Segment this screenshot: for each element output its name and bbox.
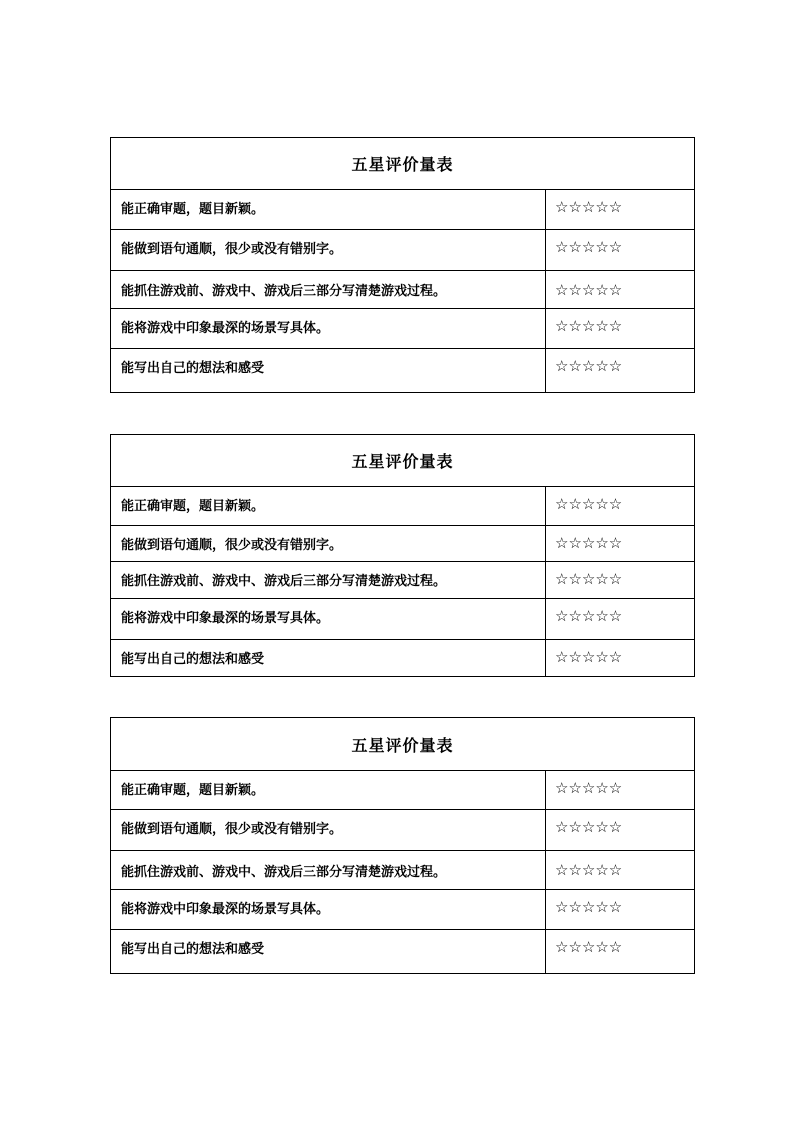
table-row — [111, 526, 695, 562]
star-rating-cell: ☆☆☆☆☆ — [546, 890, 695, 930]
criterion-cell: 能做到语句通顺，很少或没有错别字。 — [111, 526, 546, 562]
criterion-cell: 能做到语句通顺，很少或没有错别字。 — [111, 810, 546, 851]
table-row — [111, 599, 695, 640]
table-header-row — [111, 138, 695, 190]
star-rating-cell: ☆☆☆☆☆ — [546, 526, 695, 562]
star-rating-cell: ☆☆☆☆☆ — [546, 930, 695, 974]
table-row — [111, 771, 695, 810]
table-title: 五星评价量表 — [111, 718, 695, 771]
table-row — [111, 562, 695, 599]
star-rating-cell: ☆☆☆☆☆ — [546, 810, 695, 851]
criterion-cell: 能写出自己的想法和感受 — [111, 349, 546, 393]
table-row — [111, 190, 695, 230]
rubric-table-2 — [110, 434, 695, 677]
table-row — [111, 851, 695, 890]
table-row — [111, 349, 695, 393]
table-row — [111, 810, 695, 851]
table-row — [111, 487, 695, 526]
table-header-row — [111, 435, 695, 487]
criterion-cell: 能正确审题，题目新颖。 — [111, 487, 546, 526]
criterion-cell: 能做到语句通顺，很少或没有错别字。 — [111, 230, 546, 271]
star-rating-cell: ☆☆☆☆☆ — [546, 771, 695, 810]
table-row — [111, 309, 695, 349]
star-rating-cell: ☆☆☆☆☆ — [546, 271, 695, 309]
table-row — [111, 271, 695, 309]
star-rating-cell: ☆☆☆☆☆ — [546, 487, 695, 526]
star-rating-cell: ☆☆☆☆☆ — [546, 851, 695, 890]
criterion-cell: 能写出自己的想法和感受 — [111, 640, 546, 677]
star-rating-cell: ☆☆☆☆☆ — [546, 562, 695, 599]
table-row — [111, 890, 695, 930]
criterion-cell: 能将游戏中印象最深的场景写具体。 — [111, 599, 546, 640]
table-title: 五星评价量表 — [111, 138, 695, 190]
rubric-table-3 — [110, 717, 695, 974]
star-rating-cell: ☆☆☆☆☆ — [546, 640, 695, 677]
star-rating-cell: ☆☆☆☆☆ — [546, 230, 695, 271]
criterion-cell: 能写出自己的想法和感受 — [111, 930, 546, 974]
star-rating-cell: ☆☆☆☆☆ — [546, 190, 695, 230]
criterion-cell: 能将游戏中印象最深的场景写具体。 — [111, 890, 546, 930]
table-title: 五星评价量表 — [111, 435, 695, 487]
criterion-cell: 能抓住游戏前、游戏中、游戏后三部分写清楚游戏过程。 — [111, 271, 546, 309]
table-header-row — [111, 718, 695, 771]
table-row — [111, 640, 695, 677]
star-rating-cell: ☆☆☆☆☆ — [546, 349, 695, 393]
table-row — [111, 930, 695, 974]
rubric-table-1 — [110, 137, 695, 393]
criterion-cell: 能正确审题，题目新颖。 — [111, 771, 546, 810]
criterion-cell: 能正确审题，题目新颖。 — [111, 190, 546, 230]
criterion-cell: 能抓住游戏前、游戏中、游戏后三部分写清楚游戏过程。 — [111, 562, 546, 599]
star-rating-cell: ☆☆☆☆☆ — [546, 309, 695, 349]
criterion-cell: 能抓住游戏前、游戏中、游戏后三部分写清楚游戏过程。 — [111, 851, 546, 890]
star-rating-cell: ☆☆☆☆☆ — [546, 599, 695, 640]
table-row — [111, 230, 695, 271]
criterion-cell: 能将游戏中印象最深的场景写具体。 — [111, 309, 546, 349]
